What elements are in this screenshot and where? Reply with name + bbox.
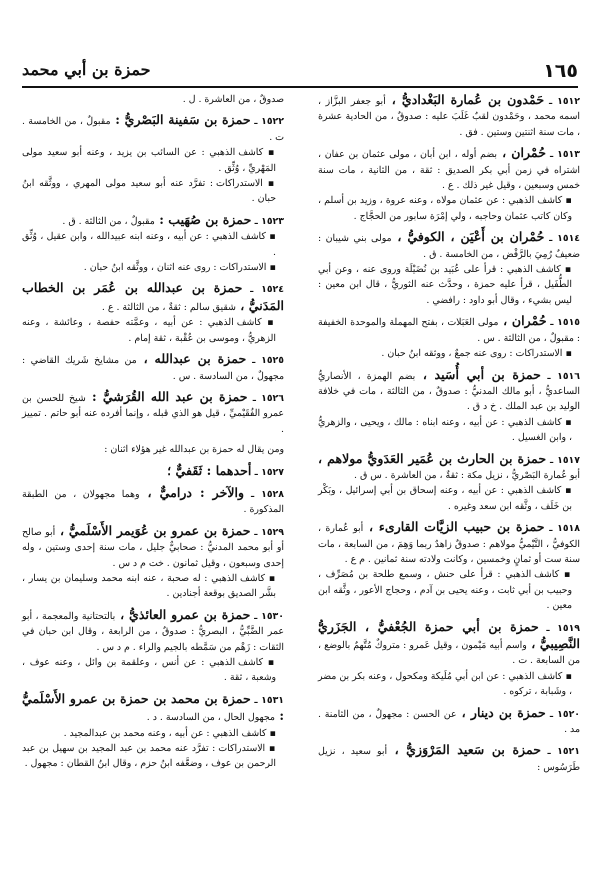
entry-text <box>22 351 284 384</box>
biography-entry <box>22 485 284 518</box>
entry-number: ١٥٢١ ـ <box>541 746 580 758</box>
biography-entry <box>22 607 284 686</box>
entry-number: ١٥١٩ ـ <box>538 622 581 634</box>
note-text: كاشف الذهبي : قرأ على عُبَيد بن نُضَيْلَة وروى عنه ، وعن أبي الطُّفَيل ، قرأ عليه حمزة ، وحدَّث عنه الثوريُّ ، قال ابن معين : ليس بشيء ، وقال أبو داود : رافضي . <box>318 264 572 306</box>
entry-note <box>22 655 284 686</box>
entry-note <box>318 567 580 613</box>
note-text: كاشف الذهبي : عن أبيه ، وعنه محمد بن عبدالمجيد . <box>63 727 267 739</box>
entry-number: ١٥٢٧ ـ <box>251 466 284 478</box>
entry-text <box>22 607 284 655</box>
entry-body: من مشايخ شَريك القاضي : مجهولٌ ، من السادسة . س . <box>22 355 284 382</box>
biography-entry <box>22 92 284 107</box>
entry-text <box>22 112 284 145</box>
biography-entry <box>318 742 580 775</box>
entry-body: بضم الهمزة ، الأنصاريُّ الساعديُّ ، أبو مالك المدنيُّ : صدوقٌ ، من الثالثة ، مات في خلافة الوليد بن عبد الملك . خ د ق . <box>318 370 580 413</box>
entry-body: مولى بني شيبان : ضعيفٌ رُمِيَ بالرَّفْض ، من الخامسة . ق . <box>318 233 580 260</box>
entry-number: ١٥٢٥ ـ <box>246 355 284 367</box>
note-bullet-icon: ▪ <box>561 485 572 497</box>
note-text: كاشف الذهبي : عن أبيه ، وعنه إسحاق بن أبي إسرائيل ، وبَكْر بن خَلَف ، وثَّقه ابن سعد وغيره . <box>318 485 572 512</box>
entry-text <box>318 705 580 738</box>
entry-body: وهما مجهولان ، من الطبقة المذكورة . <box>22 488 284 516</box>
narrator-name: حمزة بن صُهَيب : <box>154 211 252 227</box>
biography-entry <box>22 112 284 206</box>
entry-body: بالتحتانية والمعجمة ، أبو عمر الضَّبِّيُّ ، البصريُّ : صدوقٌ ، من الرابعة ، وقال ابن حبان في الثقات : زَهْم من سَمَّطه بالجيم والراء . م د س . <box>22 610 284 653</box>
entry-note <box>22 315 284 346</box>
biography-entry <box>318 92 580 140</box>
note-bullet-icon: ▪ <box>266 727 276 739</box>
biography-entry <box>22 691 284 772</box>
entry-text <box>22 442 284 457</box>
entry-body: أبو جعفر البزَّاز ، اسمه محمد ، وحَمْدون لقبٌ غَلَبَ عليه : صدوقٌ ، من الحادية عشرة ، مات سنة اثنتين وستين . فق . <box>318 96 580 138</box>
narrator-name: حمزة بن أبي أُسَيد ، <box>415 366 541 382</box>
narrator-name: والآخر : دراميٌّ ، <box>139 484 245 500</box>
entry-note <box>22 260 284 275</box>
note-bullet-icon: ▪ <box>263 147 276 159</box>
note-text: كاشف الذهبي : عن عثمان مولاه ، وعنه عروة ، وزيد بن أسلم ، وكان كاتب عثمان وحاجبه ، ولي إمْرَة سابور من الحجَّاج . <box>318 195 572 222</box>
biography-entry <box>22 389 284 437</box>
left-column <box>22 92 284 777</box>
entry-note <box>22 229 284 260</box>
entry-number: ١٥١٥ ـ <box>546 317 581 329</box>
narrator-name: حمزة بن عبد الله القُرَشيُّ : <box>85 388 248 404</box>
narrator-name: حُمْران ، <box>498 313 547 329</box>
entry-number: ١٥٢٠ ـ <box>545 708 581 720</box>
note-text: كاشف الذهبي : عن ابن أبي مُلَيكة ومكحول ، وعنه بكر بن مضر ، وشَبابة ، تركوه . <box>318 670 572 698</box>
biography-entry <box>318 367 580 446</box>
entry-note <box>318 669 580 700</box>
entry-text <box>22 485 284 518</box>
entry-note <box>318 193 580 224</box>
note-text: كاشف الذهبي : قرأ على حنش ، وسمع طلحة بن مُصَرِّف ، وحبيب بن أبي ثابت ، وعنه يحيى بن آدم ، وحجاج الأعور ، وثَّقه ابن معين . <box>318 569 572 612</box>
biography-entry <box>22 280 284 346</box>
entry-body: أبو عُمارة البَصْريُّ ، نزيل مكة : ثقةٌ ، من العاشرة . س ق . <box>354 469 580 481</box>
narrator-name: حمزة بن سَفينة البَصْريُّ : <box>110 112 251 128</box>
note-text: الاستدراكات : روى عنه اثنان ، ووثَّقه ابنُ حبان . <box>83 262 267 274</box>
biography-entry <box>318 519 580 613</box>
narrator-name: حُمْران ، <box>497 145 546 161</box>
entry-body: بضم أوله ، ابن أبان ، مولى عثمان بن عفان ، اشتراه في زمن أبي بكر الصديق : ثقة ، من الثانية ، مات سنة خمس وسبعين ، وقيل غير ذلك . ع . <box>318 149 580 192</box>
entry-text <box>318 519 580 567</box>
entry-number: ١٥١٧ ـ <box>546 454 580 466</box>
entry-number: ١٥٢٦ ـ <box>247 392 284 404</box>
note-bullet-icon: ▪ <box>562 348 572 360</box>
entry-number: ١٥٢٨ ـ <box>244 488 284 500</box>
note-bullet-icon: ▪ <box>261 317 276 329</box>
biography-entry <box>22 523 284 602</box>
entry-body: عن الحسن : مجهولٌ ، من الثامنة . مد . <box>318 708 580 736</box>
entry-text <box>318 451 580 484</box>
note-text: كاشف الذهبي : له صحبة ، عنه ابنه محمد وسليمان بن يسار ، بشَّر الصديق بوقعة أجنادين . <box>22 572 276 600</box>
entry-body: مولى العَبَلات ، بفتح المهملة والموحدة الخفيفة : مقبولٌ ، من الثالثة . س . <box>318 317 580 344</box>
entry-number: ١٥٢٣ ـ <box>251 215 284 227</box>
note-text: كاشف الذهبي : عن السائب بن يزيد ، وعنه أبو سعيد مولى المَهْريِّ ، وُثِّق . <box>22 147 276 174</box>
narrator-name: حمزة بن الحارث بن عُمَير العَدَويُّ مولاهم ، <box>318 450 547 466</box>
narrator-name: حمزة بن دينار ، <box>456 704 546 720</box>
note-bullet-icon: ▪ <box>262 178 276 190</box>
note-text: كاشف الذهبي : عن أبيه ، وعنه ابناه : مالك ، ويحيى ، والزهريُّ ، وابن الغسيل . <box>318 416 572 444</box>
biography-entry <box>22 442 284 457</box>
entry-body: مقبولٌ ، من الثالثة . ق . <box>62 215 155 227</box>
narrator-name: حمزة بن عبدالله بن عُمَر بن الخطاب المَدَنيُّ ، <box>22 280 284 313</box>
page-header <box>22 60 578 86</box>
entry-text <box>318 619 580 669</box>
biography-entry <box>318 451 580 515</box>
note-text: الاستدراكات : تفرَّد عنه محمد بن عبد المجيد بن سهيل بن عبد الرحمن بن عوف ، وضعَّفه ابنُ حزم ، وقال ابنُ القطان : مجهول . <box>22 743 276 770</box>
entry-body: ومن يقال له حمزة بن عبدالله غير هؤلاء اثنان : <box>104 444 284 456</box>
entry-body: واسم أبيه مَيْمون ، وقيل عَمرو : متروكٌ مُتَّهمٌ بالوضع ، من السابعة . ت . <box>318 640 580 667</box>
entry-note <box>22 176 284 207</box>
entry-note <box>318 262 580 308</box>
entry-number: ١٥١٨ ـ <box>544 523 580 535</box>
note-bullet-icon: ▪ <box>264 572 276 584</box>
entry-number: ١٥٢٢ ـ <box>250 116 284 128</box>
narrator-name: حمزة بن عمرو بن عُوَيمر الأَسْلَميُّ ، <box>55 522 251 538</box>
entry-number: ١٥١٢ ـ <box>544 96 580 107</box>
biography-entry <box>318 313 580 361</box>
note-bullet-icon: ▪ <box>266 262 276 274</box>
entry-text <box>22 463 284 480</box>
entry-number: ١٥٣١ ـ <box>250 694 285 706</box>
narrator-name: حَمْدون بن عُمارة البَغْداديُّ ، <box>385 92 545 107</box>
narrator-name: حمزة بن عمرو العائذيُّ ، <box>115 606 251 622</box>
entry-note <box>318 346 580 361</box>
entry-number: ١٥٣٠ ـ <box>250 610 284 622</box>
narrator-name: حُمْران بن أَعْيَن ، الكوفيُّ ، <box>391 229 545 245</box>
note-text: كاشف الذهبي : عن أنس ، وعلقمة بن وائل ، وعنه عوف ، وشعبة ، ثقة . <box>22 657 276 684</box>
entry-note <box>22 145 284 176</box>
biography-entry <box>22 212 284 276</box>
biography-entry <box>318 705 580 738</box>
entry-text <box>318 229 580 262</box>
biography-entry <box>318 145 580 224</box>
entry-body: شيخ للحسن بن عمرو الفُقَيْميِّ ، قيل هو الذي قبله ، وإنما أفرده عنه أبو حاتم . تمييز . <box>22 392 284 435</box>
note-bullet-icon: ▪ <box>559 569 572 581</box>
entry-text <box>318 742 580 775</box>
running-title: حمزة بن أبي محمد <box>22 60 151 79</box>
entry-note <box>318 483 580 514</box>
biography-entry <box>22 351 284 384</box>
entry-text <box>22 212 284 229</box>
entry-body: أبو صالح أو أبو محمد المدنيُّ : صحابيٌّ جليل ، مات سنة إحدى وستين ، وله إحدى وسبعون ، وقيل ثمانون . خت م د س . <box>22 526 284 569</box>
header-divider <box>22 86 578 88</box>
narrator-name: حمزة بن محمد بن حمزة بن عمرو الأَسْلَميُّ : <box>22 690 284 724</box>
narrator-name: حمزة بن سَعيد المَرْوَزيُّ ، <box>387 742 542 758</box>
note-bullet-icon: ▪ <box>562 195 572 207</box>
entry-body: أبو عُمارة ، الكوفيُّ ، التَّيْميُّ مولاهم : صدوقٌ زاهدٌ ربما وَهِمَ ، من السابعة ، مات سنة ست أو ثمانٍ وخمسين ، وكانت ولادته سنة ثمانين . م ع . <box>318 523 580 565</box>
entry-note <box>22 741 284 772</box>
note-text: الاستدراكات : تفرَّد عنه أبو سعيد مولى المهري ، ووثَّقه ابنُ حبان . <box>22 178 276 205</box>
note-bullet-icon: ▪ <box>262 657 277 668</box>
note-bullet-icon: ▪ <box>560 264 572 276</box>
biography-entry <box>318 619 580 700</box>
entry-number: ١٥٢٤ ـ <box>242 284 284 296</box>
entry-number: ١٥٢٩ ـ <box>250 526 284 538</box>
entry-note <box>22 726 284 741</box>
entry-note <box>22 571 284 602</box>
entry-text <box>22 691 284 726</box>
note-bullet-icon: ▪ <box>265 231 276 243</box>
entry-text <box>318 313 580 346</box>
entry-body: شقيق سالم : ثقةٌ ، من الثالثة . ع . <box>101 301 236 313</box>
entry-number: ١٥١٣ ـ <box>546 149 580 161</box>
entry-body: أبو سعيد ، نزيل طَرَسُوس : <box>318 746 580 773</box>
entry-text <box>318 145 580 193</box>
note-bullet-icon: ▪ <box>561 416 572 428</box>
entry-text <box>318 92 580 140</box>
entry-text <box>22 92 284 107</box>
entry-text <box>318 367 580 415</box>
note-bullet-icon: ▪ <box>265 743 276 755</box>
narrator-name: حمزة بن حبيب الزيَّات القارىء ، <box>363 519 545 535</box>
page-number: ١٦٥ <box>543 60 578 82</box>
narrator-name: حمزة بن عبدالله ، <box>136 351 247 367</box>
biography-entry <box>318 229 580 308</box>
entry-number: ١٥١٤ ـ <box>544 233 581 245</box>
narrator-name: أحدهما : ثَقَفيٌّ ؛ <box>167 462 252 478</box>
entry-number: ١٥١٦ ـ <box>540 370 580 382</box>
entry-body: مجهول الحال ، من السادسة . د . <box>146 712 275 724</box>
note-text: الاستدراكات : روى عنه جمعٌ ، ووثقه ابنُ حبان . <box>381 348 563 360</box>
entry-body: مقبولٌ ، من الخامسة . ت . <box>22 116 284 143</box>
note-text: كاشف الذهبي : عن أبيه ، وعنه ابنه عبيدالله ، وابن عقيل ، وُثِّق . <box>22 231 276 258</box>
entry-text <box>22 389 284 437</box>
narrator-name: حمزة بن أبي حمزة الجُعْفيُّ ، الجَزَريُّ النَّصِيبيُّ ، <box>318 618 580 651</box>
entry-note <box>318 415 580 446</box>
entry-text <box>22 523 284 571</box>
note-text: كاشف الذهبي : عن أبيه ، وعمَّته حفصة ، وعائشة ، وعنه الزهريُّ ، وموسى بن عُقْبة ، ثقة إمام . <box>22 317 276 344</box>
note-bullet-icon: ▪ <box>562 670 573 682</box>
entry-text <box>22 280 284 315</box>
right-column <box>318 92 580 780</box>
biography-entry <box>22 463 284 480</box>
entry-body: صدوقٌ ، من العاشرة . ل . <box>182 94 284 105</box>
